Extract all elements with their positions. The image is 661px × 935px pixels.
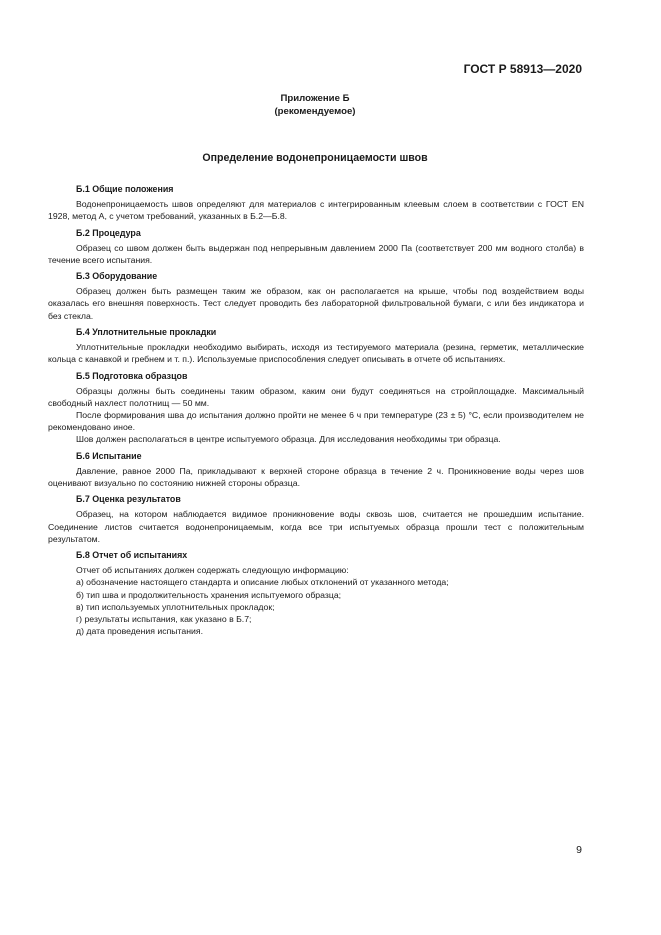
- annex-title: Приложение Б: [280, 93, 350, 104]
- section-b1: [48, 183, 584, 222]
- section-b8: [48, 549, 584, 637]
- section-b4: [48, 326, 584, 365]
- annex-heading: [0, 92, 630, 118]
- section-b3: [48, 270, 584, 322]
- report-items-list: [48, 576, 584, 637]
- section-heading: Б.5 Подготовка образцов: [76, 370, 188, 381]
- section-paragraph: Образец должен быть размещен таким же образом, как он располагается на крыше, чтобы под воздействием воды оказалась его внешняя поверхность. Тест следует проводить без лабораторной фильтровальной бумаги, с или без индикатора и без стекла.: [48, 286, 584, 321]
- section-paragraph: Образец, на котором наблюдается видимое проникновение воды сквозь шов, считается не прошедшим испытание. Соединение листов считается водонепроницаемым, когда все три испытуемых образца прошли тест с положительным результатом.: [48, 509, 584, 544]
- section-paragraph: Водонепроницаемость швов определяют для материалов с интегрированным клеевым слоем в соответствии с ГОСТ EN 1928, метод А, с учетом требований, указанных в Б.2—Б.8.: [48, 199, 584, 222]
- list-item: д) дата проведения испытания.: [76, 626, 204, 637]
- section-heading: Б.4 Уплотнительные прокладки: [76, 326, 217, 337]
- list-item: б) тип шва и продолжительность хранения испытуемого образца;: [76, 589, 342, 600]
- section-paragraph: Шов должен располагаться в центре испытуемого образца. Для исследования необходимы три образца.: [76, 434, 501, 445]
- section-b2: [48, 227, 584, 266]
- annex-subtitle: (рекомендуемое): [274, 106, 356, 117]
- page-number: 9: [576, 844, 582, 856]
- list-item: в) тип используемых уплотнительных прокладок;: [76, 601, 275, 612]
- list-item: а) обозначение настоящего стандарта и описание любых отклонений от указанного метода;: [76, 577, 449, 588]
- section-paragraph: Отчет об испытаниях должен содержать следующую информацию:: [76, 565, 349, 576]
- section-b5: [48, 370, 584, 446]
- list-item: г) результаты испытания, как указано в Б.7;: [76, 613, 252, 624]
- section-heading: Б.8 Отчет об испытаниях: [76, 550, 188, 561]
- section-heading: Б.3 Оборудование: [76, 271, 158, 282]
- section-heading: Б.6 Испытание: [76, 450, 142, 461]
- document-title: Определение водонепроницаемости швов: [202, 152, 428, 164]
- section-heading: Б.2 Процедура: [76, 227, 141, 238]
- standard-designation: ГОСТ Р 58913—2020: [463, 62, 582, 76]
- section-paragraph: Уплотнительные прокладки необходимо выбирать, исходя из тестируемого материала (резина, герметик, металлические кольца с канавкой и гребнем и т. п.). Используемые приспособления следует описывать в отчете об испытаниях.: [48, 341, 584, 365]
- section-b6: [48, 450, 584, 489]
- section-paragraph: Давление, равное 2000 Па, прикладывают к верхней стороне образца в течение 2 ч. Проникновение воды через шов оценивают визуально по состоянию нижней стороны образца.: [48, 465, 584, 488]
- section-paragraph: Образцы должны быть соединены таким образом, каким они будут соединяться на стройплощадке. Максимальный свободный нахлест полотнищ — 50 мм.: [48, 385, 584, 408]
- section-paragraph: Образец со швом должен быть выдержан под непрерывным давлением 2000 Па (соответствует 200 мм водного столба) в течение всего испытания.: [48, 242, 584, 265]
- document-body: [48, 183, 584, 642]
- section-heading: Б.1 Общие положения: [76, 184, 174, 194]
- section-heading: Б.7 Оценка результатов: [76, 494, 181, 505]
- section-b7: [48, 493, 584, 545]
- section-paragraph: После формирования шва до испытания должно пройти не менее 6 ч при температуре (23 ± 5) °С, если производителем не рекомендовано иное.: [48, 409, 584, 433]
